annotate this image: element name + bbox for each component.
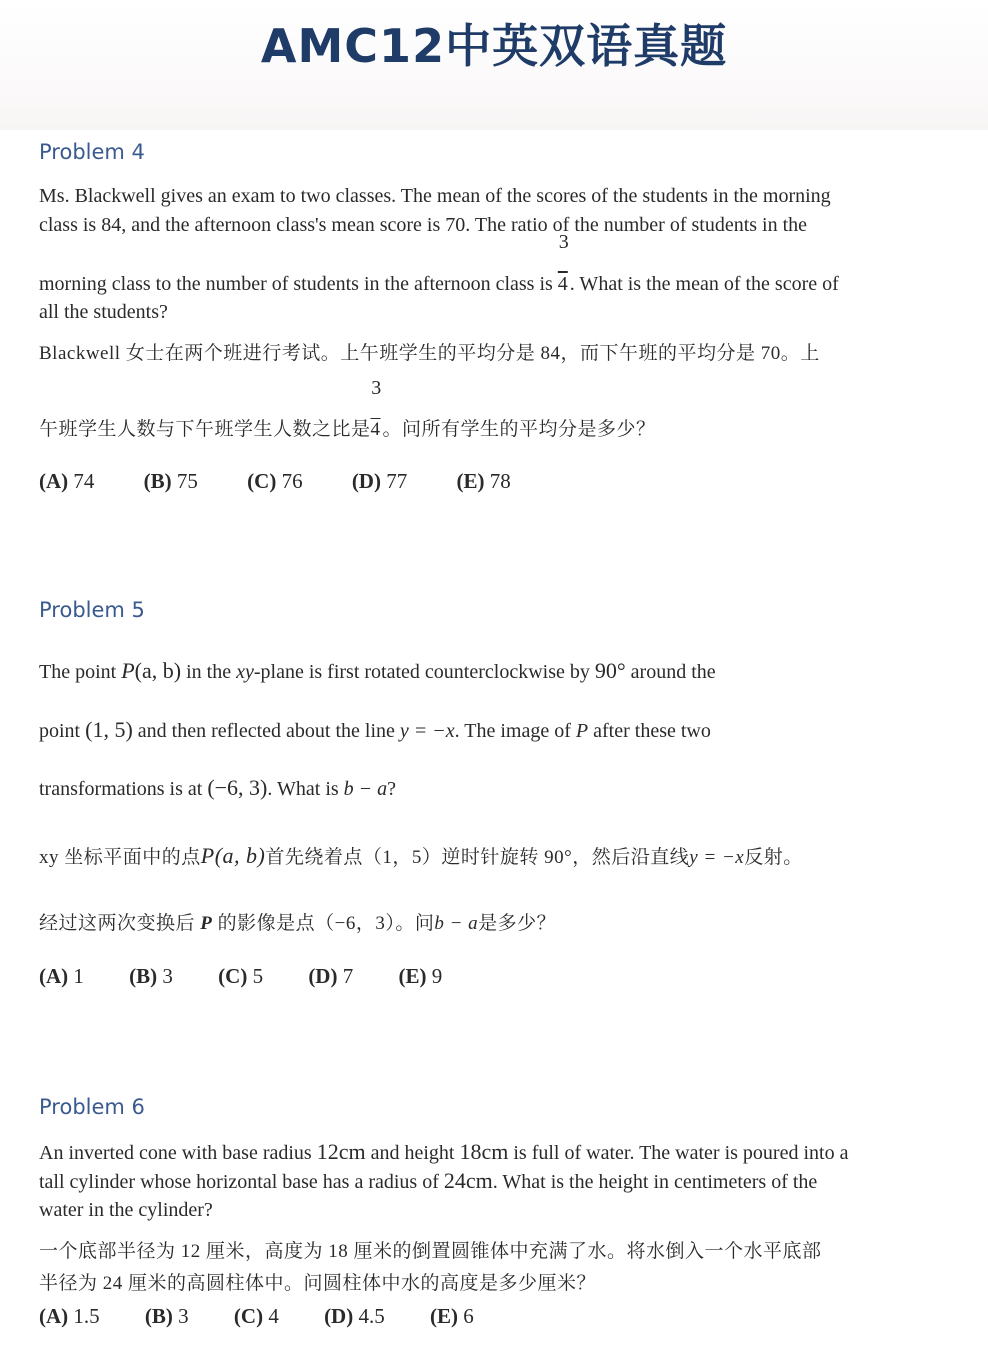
p6-answer-choices (39, 1302, 514, 1330)
choice-value: 5 (252, 964, 264, 988)
p4-english-line-1: Ms. Blackwell gives an exam to two classes. The mean of the scores of the students in the morning (39, 185, 831, 207)
p5-point-args: (a, b) (134, 658, 182, 683)
choice-value: 77 (386, 469, 408, 493)
p4-fraction-denominator: 4 (557, 273, 568, 295)
p4-choice-d[interactable] (352, 467, 407, 495)
choice-value: 3 (178, 1304, 189, 1328)
p5-text: around the (630, 661, 716, 683)
choice-label: (A) (39, 1304, 69, 1328)
choice-label: (B) (129, 964, 158, 988)
p6-chinese-line-2: 半径为 24 厘米的高圆柱体中。问圆柱体中水的高度是多少厘米？ (39, 1273, 597, 1294)
choice-value: 74 (73, 469, 95, 493)
choice-label: (D) (351, 469, 381, 493)
p5-chinese-line-2 (39, 910, 556, 938)
choice-label: (D) (324, 1304, 354, 1328)
p5-text: transformations is at (39, 778, 203, 800)
p4-english-line-2: class is 84, and the afternoon class's mean score is 70. The ratio of the number of students in the (39, 214, 808, 236)
choice-value: 1 (73, 964, 84, 988)
p5-chinese-line-1 (39, 842, 803, 872)
choice-value: 4.5 (358, 1304, 385, 1328)
problem-6-heading: Problem 6 (39, 1095, 145, 1119)
p4-choice-e[interactable] (456, 467, 510, 495)
p5-choice-c[interactable] (218, 962, 263, 990)
p5-xy: xy (236, 661, 254, 683)
p5-center-point: (1, 5) (85, 717, 133, 742)
p4-chinese-line-2 (39, 377, 656, 444)
p6-choice-b[interactable] (145, 1302, 189, 1330)
choice-label: (A) (39, 469, 69, 493)
p4-fraction-numerator: 3 (558, 231, 569, 253)
p5-choice-d[interactable] (308, 962, 353, 990)
p5-text: . What is (267, 778, 339, 800)
choice-label: (C) (218, 964, 248, 988)
p5-point-p (121, 658, 181, 683)
p5-cn-point: P(a, b) (200, 843, 266, 868)
p4-answer-choices (39, 467, 555, 495)
page-title: AMC12中英双语真题 (260, 19, 728, 73)
p5-cn-line: y = −x (689, 847, 745, 868)
p5-cn-expression: b − a (434, 913, 479, 934)
p4-chinese-line-1: Blackwell 女士在两个班进行考试。上午班学生的平均分是 84，而下午班的平均分是 70。上 (39, 343, 820, 364)
choice-label: (B) (144, 1304, 173, 1328)
choice-value: 75 (176, 469, 198, 493)
choice-label: (C) (233, 1304, 264, 1328)
choice-value: 3 (162, 964, 173, 988)
p5-cn-text: 首先绕着点（1，5）逆时针旋转 90°，然后沿直线 (265, 847, 690, 868)
p5-choice-b[interactable] (129, 962, 173, 990)
p6-choice-a[interactable] (39, 1302, 100, 1330)
choice-label: (A) (39, 964, 69, 988)
p5-choice-e[interactable] (398, 962, 442, 990)
p6-text: An inverted cone with base radius (39, 1142, 312, 1164)
p6-text: and height (370, 1142, 455, 1164)
p5-english-line-3 (39, 774, 396, 803)
p5-text: -plane is first rotated counterclockwise by (253, 661, 590, 683)
p5-english-line-2 (39, 716, 711, 745)
problem-5-heading: Problem 5 (39, 598, 145, 622)
p5-text: after these two (593, 720, 711, 742)
p4-english-line-3 (39, 231, 839, 298)
p6-cone-height: 18cm (459, 1139, 509, 1164)
p5-text: and then reflected about the line (137, 720, 395, 742)
p5-cn-text: 反射。 (744, 847, 803, 868)
choice-label: (E) (429, 1304, 458, 1328)
p4-chinese-fraction-numerator: 3 (371, 377, 382, 399)
p6-english-line-2 (39, 1167, 817, 1196)
p4-chinese-line-2-end: 。问所有学生的平均分是多少？ (382, 419, 656, 440)
p5-choice-a[interactable] (39, 962, 84, 990)
p5-text: ? (387, 778, 397, 800)
choice-value: 76 (281, 469, 303, 493)
p4-fraction (557, 231, 570, 298)
p5-var-p: P (121, 658, 135, 683)
choice-value: 78 (489, 469, 511, 493)
p6-text: is full of water. The water is poured into a (513, 1142, 849, 1164)
p6-english-line-1 (39, 1138, 848, 1167)
p4-chinese-line-2-start: 午班学生人数与下午班学生人数之比是 (39, 419, 371, 440)
p5-text: point (39, 720, 81, 742)
p4-choice-a[interactable] (39, 467, 94, 495)
p5-var-p: P (575, 720, 589, 742)
choice-label: (E) (398, 964, 427, 988)
p6-text: . What is the height in centimeters of the (492, 1171, 818, 1193)
p5-cn-text: 经过这两次变换后 (39, 913, 196, 934)
p5-answer-choices (39, 962, 482, 990)
p5-degrees: 90° (594, 658, 626, 683)
p6-cylinder-radius: 24cm (443, 1168, 493, 1193)
p5-cn-text: xy 坐标平面中的点 (39, 847, 201, 868)
choice-label: (C) (247, 469, 277, 493)
choice-value: 4 (268, 1304, 279, 1328)
choice-value: 9 (431, 964, 443, 988)
p6-english-line-3: water in the cylinder? (39, 1199, 213, 1221)
p5-cn-var-p: P (200, 913, 213, 934)
choice-value: 1.5 (73, 1304, 100, 1328)
problem-4-heading: Problem 4 (39, 140, 145, 164)
p4-english-line-3-end: . What is the mean of the score of (569, 273, 839, 295)
p5-english-line-1 (39, 657, 716, 686)
choice-value: 6 (463, 1304, 474, 1328)
p6-chinese-line-1: 一个底部半径为 12 厘米，高度为 18 厘米的倒置圆锥体中充满了水。将水倒入一个水平底部 (39, 1241, 822, 1262)
choice-label: (B) (143, 469, 172, 493)
choice-value: 7 (342, 964, 354, 988)
choice-label: (D) (308, 964, 338, 988)
p6-choice-d[interactable] (324, 1302, 385, 1330)
p5-cn-text: 的影像是点（−6，3）。问 (217, 913, 435, 934)
p4-chinese-fraction-denominator: 4 (370, 419, 381, 440)
p6-choice-e[interactable] (430, 1302, 474, 1330)
p6-choice-c[interactable] (234, 1302, 279, 1330)
p5-text: in the (186, 661, 232, 683)
p5-text: . The image of (454, 720, 571, 742)
p4-choice-b[interactable] (144, 467, 198, 495)
p6-text: tall cylinder whose horizontal base has a radius of (39, 1171, 439, 1193)
p4-english-line-4: all the students? (39, 301, 168, 323)
p4-chinese-fraction (370, 377, 383, 444)
choice-label: (E) (456, 469, 485, 493)
p6-cone-radius: 12cm (316, 1139, 366, 1164)
p5-text: The point (39, 661, 117, 683)
p5-image-point: (−6, 3) (207, 775, 268, 800)
p5-reflection-line: y = −x (399, 720, 455, 742)
p4-choice-c[interactable] (247, 467, 302, 495)
p5-expression: b − a (343, 778, 388, 800)
p5-cn-text: 是多少？ (478, 913, 557, 934)
p4-english-line-3-start: morning class to the number of students in the afternoon class is (39, 273, 553, 295)
